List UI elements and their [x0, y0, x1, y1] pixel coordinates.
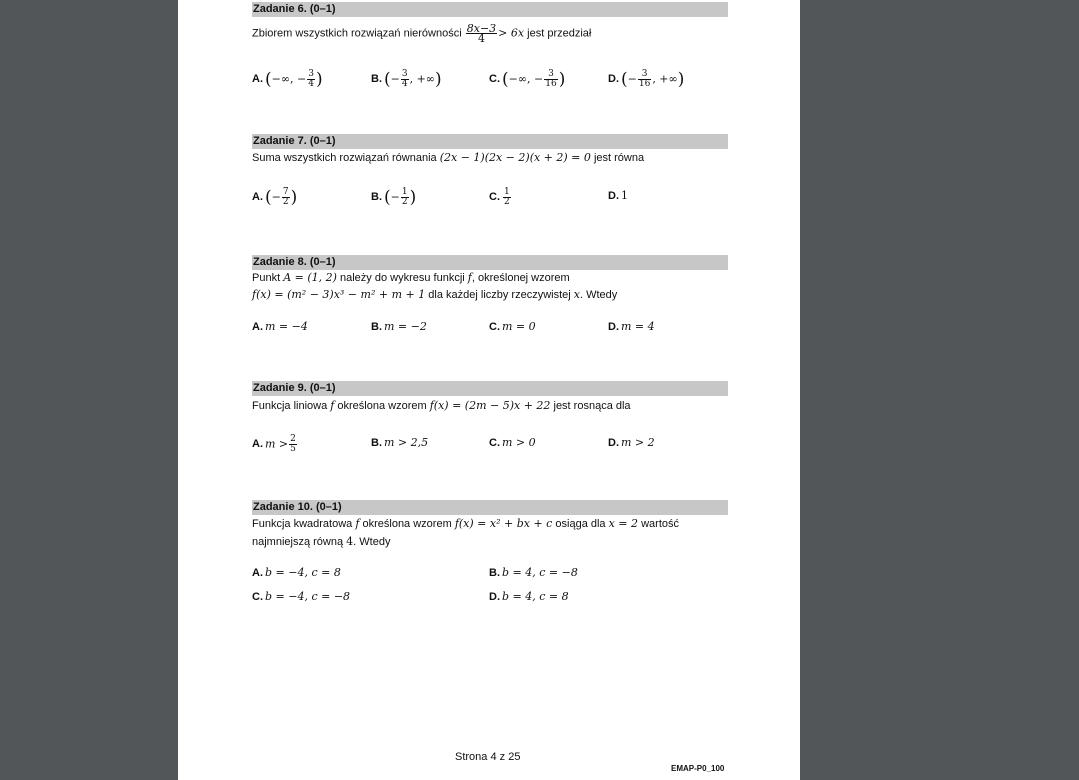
- task-7: [252, 134, 728, 208]
- task-8-option-b: B. m = −2: [371, 320, 427, 333]
- task-8-question-line-1: Punkt A = (1, 2) należy do wykresu funkcji f, określonej wzorem: [252, 271, 570, 284]
- page-number: Strona 4 z 25: [455, 751, 521, 763]
- document-code: EMAP-P0_100: [671, 764, 725, 773]
- task-9-header: Zadanie 9. (0–1): [252, 381, 728, 396]
- task-7-option-b: B. (− $\frac{1}{2}$ ): [371, 187, 417, 208]
- task-9-option-c: C. m > 0: [489, 436, 536, 449]
- task-7-option-a: A. (− $\frac{7}{2}$ ): [252, 187, 298, 208]
- task-6-option-c: C. (−∞, − $\frac{3}{16}$ ): [489, 69, 566, 90]
- task-10-question-line-2: najmniejszą równą 4. Wtedy: [252, 535, 391, 548]
- task-7-option-d: D. 1: [608, 189, 628, 202]
- task-9-option-b: B. m > 2,5: [371, 436, 429, 449]
- task-9-question: Funkcja liniowa f określona wzorem f(x) = (2m − 5)x + 22 jest rosnąca dla: [252, 399, 631, 412]
- task-6-question: [252, 24, 591, 43]
- task-6-header: Zadanie 6. (0–1): [252, 2, 728, 17]
- task-8-option-c: C. m = 0: [489, 320, 536, 333]
- task-10-question-line-1: Funkcja kwadratowa f określona wzorem f(x) = x² + bx + c osiąga dla x = 2 wartość: [252, 517, 679, 530]
- task-6-question-end: jest przedział: [527, 27, 592, 40]
- task-6: [252, 2, 728, 90]
- task-8: [252, 255, 728, 333]
- task-6-option-b: B. (− $\frac{3}{4}$ , +∞): [371, 69, 442, 90]
- task-6-inequality: > 6x: [498, 26, 525, 40]
- task-9-option-d: D. m > 2: [608, 436, 655, 449]
- task-7-option-c: C. $\frac{1}{2}$: [489, 187, 510, 207]
- task-8-option-d: D. m = 4: [608, 320, 655, 333]
- task-6-fraction: $\frac{8x-3}{4}$: [466, 22, 497, 45]
- task-7-header: Zadanie 7. (0–1): [252, 134, 728, 149]
- task-9-option-a: A. m > $\frac{2}{5}$: [252, 434, 296, 454]
- task-6-option-a: A. (−∞, − $\frac{3}{4}$ ): [252, 69, 323, 90]
- task-9: [252, 381, 728, 454]
- task-10-option-c: C. b = −4, c = −8: [252, 590, 351, 603]
- task-6-option-d: D. (− $\frac{3}{16}$ , +∞): [608, 69, 685, 90]
- task-10-option-a: A. b = −4, c = 8: [252, 566, 341, 579]
- task-8-header: Zadanie 8. (0–1): [252, 255, 728, 270]
- task-10-header: Zadanie 10. (0–1): [252, 500, 728, 515]
- task-8-question-line-2: f(x) = (m² − 3)x³ − m² + m + 1 dla każdej liczby rzeczywistej x. Wtedy: [252, 288, 618, 301]
- task-10: [252, 500, 728, 603]
- task-7-question: Suma wszystkich rozwiązań równania (2x − 1)(2x − 2)(x + 2) = 0 jest równa: [252, 151, 645, 164]
- task-10-option-b: B. b = 4, c = −8: [489, 566, 578, 579]
- task-10-option-d: D. b = 4, c = 8: [489, 590, 569, 603]
- task-6-question-text: Zbiorem wszystkich rozwiązań nierówności: [252, 27, 462, 40]
- task-8-option-a: A. m = −4: [252, 320, 308, 333]
- document-page: [178, 0, 800, 780]
